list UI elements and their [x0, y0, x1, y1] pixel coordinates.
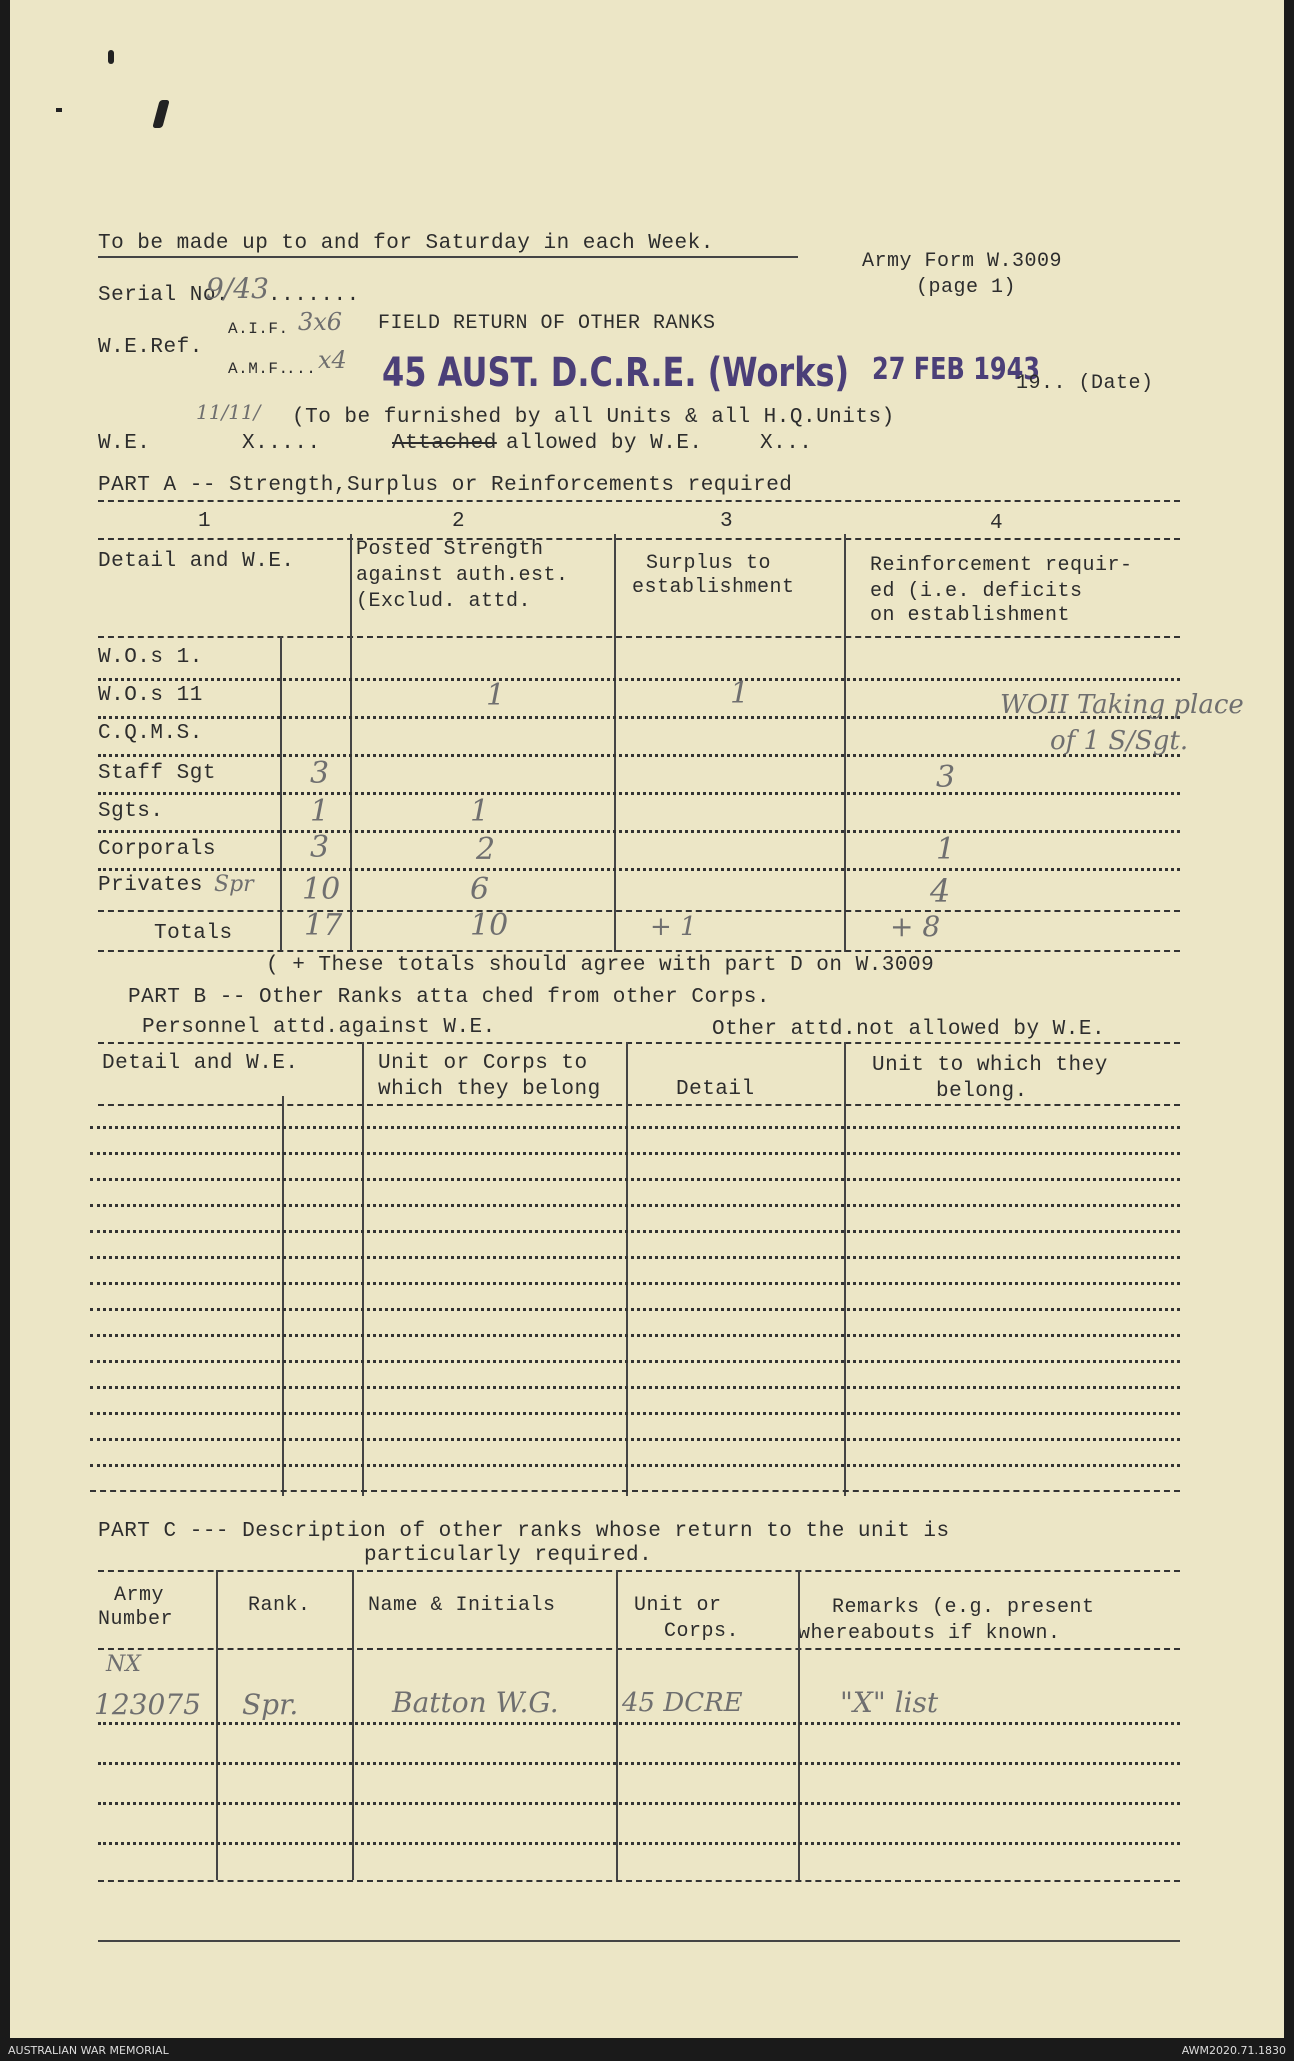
part-b-dotrow [90, 1256, 1180, 1259]
we-value: 11/11/ [196, 400, 261, 424]
part-b-vline [362, 1042, 364, 1496]
part-c-number: 123075 [94, 1688, 201, 1721]
part-b-dotrow [90, 1152, 1180, 1155]
part-c-rank: Spr. [242, 1688, 299, 1721]
part-c-title-l2: particularly required. [364, 1544, 653, 1567]
row-posted: 2 [476, 832, 496, 867]
part-a-body-rule [98, 636, 1180, 638]
part-b-dotrow [90, 1282, 1180, 1285]
part-b-left-heading: Personnel attd.against W.E. [142, 1016, 496, 1039]
we-label: W.E. [98, 432, 151, 455]
part-c-dotrow [98, 1762, 1180, 1765]
allowed-label: allowed by W.E. [506, 432, 703, 455]
footer-left: AUSTRALIAN WAR MEMORIAL [8, 2044, 169, 2057]
part-c-bottom-rule [98, 1880, 1180, 1882]
part-b-col-detail: Detail and W.E. [102, 1052, 299, 1075]
part-c-dotrow [98, 1842, 1180, 1845]
part-c-col-number-l2: Number [98, 1608, 174, 1631]
date-stamp: 27 FEB 1943 [872, 352, 1040, 387]
row-detail: W.O.s 1. [98, 646, 203, 669]
col4-label-l3: on establishment [870, 604, 1071, 627]
ink-mark [108, 50, 114, 64]
part-c-vline [616, 1570, 618, 1880]
part-c-col-remarks-l1: Remarks (e.g. present [832, 1596, 1095, 1619]
totals-note: ( + These totals should agree with part D on W.3009 [266, 954, 935, 977]
part-b-rule [98, 1042, 1180, 1044]
ink-mark [152, 100, 170, 128]
row-surplus: 1 [730, 676, 750, 711]
part-a-vline [350, 534, 352, 952]
part-b-dotrow [90, 1204, 1180, 1207]
report-title: FIELD RETURN OF OTHER RANKS [378, 312, 716, 335]
col2-label-l2: against auth.est. [356, 564, 569, 587]
totals-surplus: + 1 [650, 912, 697, 942]
part-c-number-prefix: NX [106, 1652, 141, 1677]
totals-bottom-rule [98, 950, 1180, 952]
row-dotline [98, 754, 1180, 757]
part-a-title: PART A -- Strength,Surplus or Reinforcements required [98, 474, 793, 497]
part-b-dotrow [90, 1178, 1180, 1181]
part-c-col-number-l1: Army [114, 1584, 165, 1607]
part-c-vline [798, 1570, 800, 1880]
part-b-vline [626, 1042, 628, 1496]
form-paper [10, 0, 1284, 2038]
serial-value: 9/43 [206, 272, 269, 305]
totals-label: Totals [154, 922, 233, 945]
row-we: 1 [310, 794, 330, 829]
amf-dots: ... [286, 360, 317, 378]
part-a-vline [614, 534, 616, 952]
row-posted: 6 [470, 872, 490, 907]
part-b-dotrow [90, 1412, 1180, 1415]
col1-label: Detail and W.E. [98, 550, 295, 573]
part-b-col-unit2-l2: belong. [936, 1080, 1028, 1103]
col2-label-l3: (Exclud. attd. [356, 590, 532, 613]
row-detail: C.Q.M.S. [98, 722, 203, 745]
part-c-unit: 45 DCRE [622, 1688, 743, 1718]
part-c-col-unit-l1: Unit or [634, 1594, 722, 1617]
col2-label-l1: Posted Strength [356, 538, 544, 561]
col4-label-l1: Reinforcement requir- [870, 554, 1133, 577]
part-b-title: PART B -- Other Ranks atta ched from other Corps. [128, 986, 771, 1009]
form-name: Army Form W.3009 [862, 250, 1063, 273]
col4-label-l2: ed (i.e. deficits [870, 580, 1083, 603]
row-posted: 1 [470, 794, 490, 829]
row-detail: W.O.s 11 [98, 684, 203, 707]
col3-num: 3 [720, 510, 734, 533]
part-b-dotrow [90, 1230, 1180, 1233]
part-c-col-rank: Rank. [248, 1594, 311, 1617]
part-c-col-unit-l2: Corps. [664, 1620, 740, 1643]
instruction-line: To be made up to and for Saturday in each Week. [98, 232, 714, 255]
part-b-head-rule [98, 1104, 1180, 1106]
ink-mark [56, 108, 62, 112]
part-c-title-l1: PART C --- Description of other ranks whose return to the unit is [98, 1520, 950, 1543]
row-reinf: 3 [936, 760, 956, 795]
row-we: 3 [310, 830, 330, 865]
footer-bar [0, 2038, 1294, 2061]
row-detail: Privates [98, 874, 203, 897]
part-b-dotrow [90, 1126, 1180, 1129]
we-x-label: X..... [242, 432, 321, 455]
part-b-dotrow [90, 1308, 1180, 1311]
part-b-col-unit-l1: Unit or Corps to [378, 1052, 588, 1075]
part-b-col-unit-l2: which they belong [378, 1078, 601, 1101]
part-c-name: Batton W.G. [392, 1686, 559, 1719]
aif-value: 3x6 [298, 308, 343, 336]
totals-rule [98, 910, 1180, 912]
row-dotline [98, 678, 1180, 681]
allowed-x: X... [760, 432, 813, 455]
date-suffix: 19.. (Date) [1016, 372, 1154, 395]
part-c-rule [98, 1570, 1180, 1572]
part-c-vline [216, 1570, 218, 1880]
amf-label: A.M.F. [228, 360, 289, 378]
part-b-dotrow [90, 1334, 1180, 1337]
part-b-dotrow [90, 1438, 1180, 1441]
row-dotline [98, 830, 1180, 833]
row-dotline [98, 868, 1180, 871]
aif-label: A.I.F. [228, 320, 289, 338]
row-we: 3 [310, 756, 330, 791]
row-dotline [98, 792, 1180, 795]
row-detail-note: Spr [214, 872, 254, 897]
part-c-col-name: Name & Initials [368, 1594, 556, 1617]
part-b-vline [844, 1042, 846, 1496]
totals-we: 17 [304, 908, 343, 943]
part-b-dotrow [90, 1464, 1180, 1467]
part-c-vline [352, 1570, 354, 1880]
unit-stamp: 45 AUST. D.C.R.E. (Works) [382, 350, 850, 396]
part-b-col-unit2-l1: Unit to which they [872, 1054, 1108, 1077]
part-c-dotrow [98, 1802, 1180, 1805]
we-ref-label: W.E.Ref. [98, 336, 203, 359]
part-b-col-detail2: Detail [676, 1078, 755, 1101]
row-reinf: 4 [930, 872, 951, 910]
form-end-rule [98, 1940, 1180, 1942]
margin-note-2: of 1 S/Sgt. [1050, 726, 1189, 756]
part-a-rule [98, 500, 1180, 502]
part-b-dotrow [90, 1360, 1180, 1363]
margin-note-1: WOII Taking place [1000, 690, 1244, 720]
part-a-head-rule [98, 538, 1180, 540]
col1-num: 1 [198, 510, 212, 533]
totals-reinf: + 8 [890, 910, 941, 943]
amf-value: x4 [318, 346, 347, 374]
serial-dots: ....... [268, 284, 360, 307]
instruction-underline [98, 256, 798, 258]
form-page: (page 1) [916, 276, 1017, 299]
row-posted: 1 [486, 678, 506, 713]
part-c-remarks: "X" list [840, 1686, 939, 1719]
furnish-note: (To be furnished by all Units & all H.Q.Units) [292, 406, 895, 429]
totals-posted: 10 [470, 908, 509, 943]
footer-right: AWM2020.71.1830 [1181, 2044, 1286, 2057]
row-we: 10 [302, 872, 341, 907]
col3-label-l2: establishment [632, 576, 795, 599]
row-reinf: 1 [936, 832, 956, 867]
attached-label: Attached [392, 432, 497, 455]
part-c-dotrow [98, 1722, 1180, 1725]
part-b-dotrow [90, 1386, 1180, 1389]
part-b-bottom-rule [90, 1490, 1180, 1492]
part-b-vline [282, 1096, 284, 1496]
part-b-right-heading: Other attd.not allowed by W.E. [712, 1018, 1106, 1041]
row-detail: Sgts. [98, 800, 164, 823]
row-detail: Staff Sgt [98, 762, 216, 785]
part-a-vline [844, 534, 846, 952]
part-c-head-rule [98, 1648, 1180, 1650]
col4-num: 4 [990, 512, 1004, 535]
col2-num: 2 [452, 510, 466, 533]
col3-label-l1: Surplus to [646, 552, 772, 575]
row-detail: Corporals [98, 838, 216, 861]
serial-label: Serial No. [98, 284, 230, 307]
part-c-col-remarks-l2: whereabouts if known. [798, 1622, 1061, 1645]
